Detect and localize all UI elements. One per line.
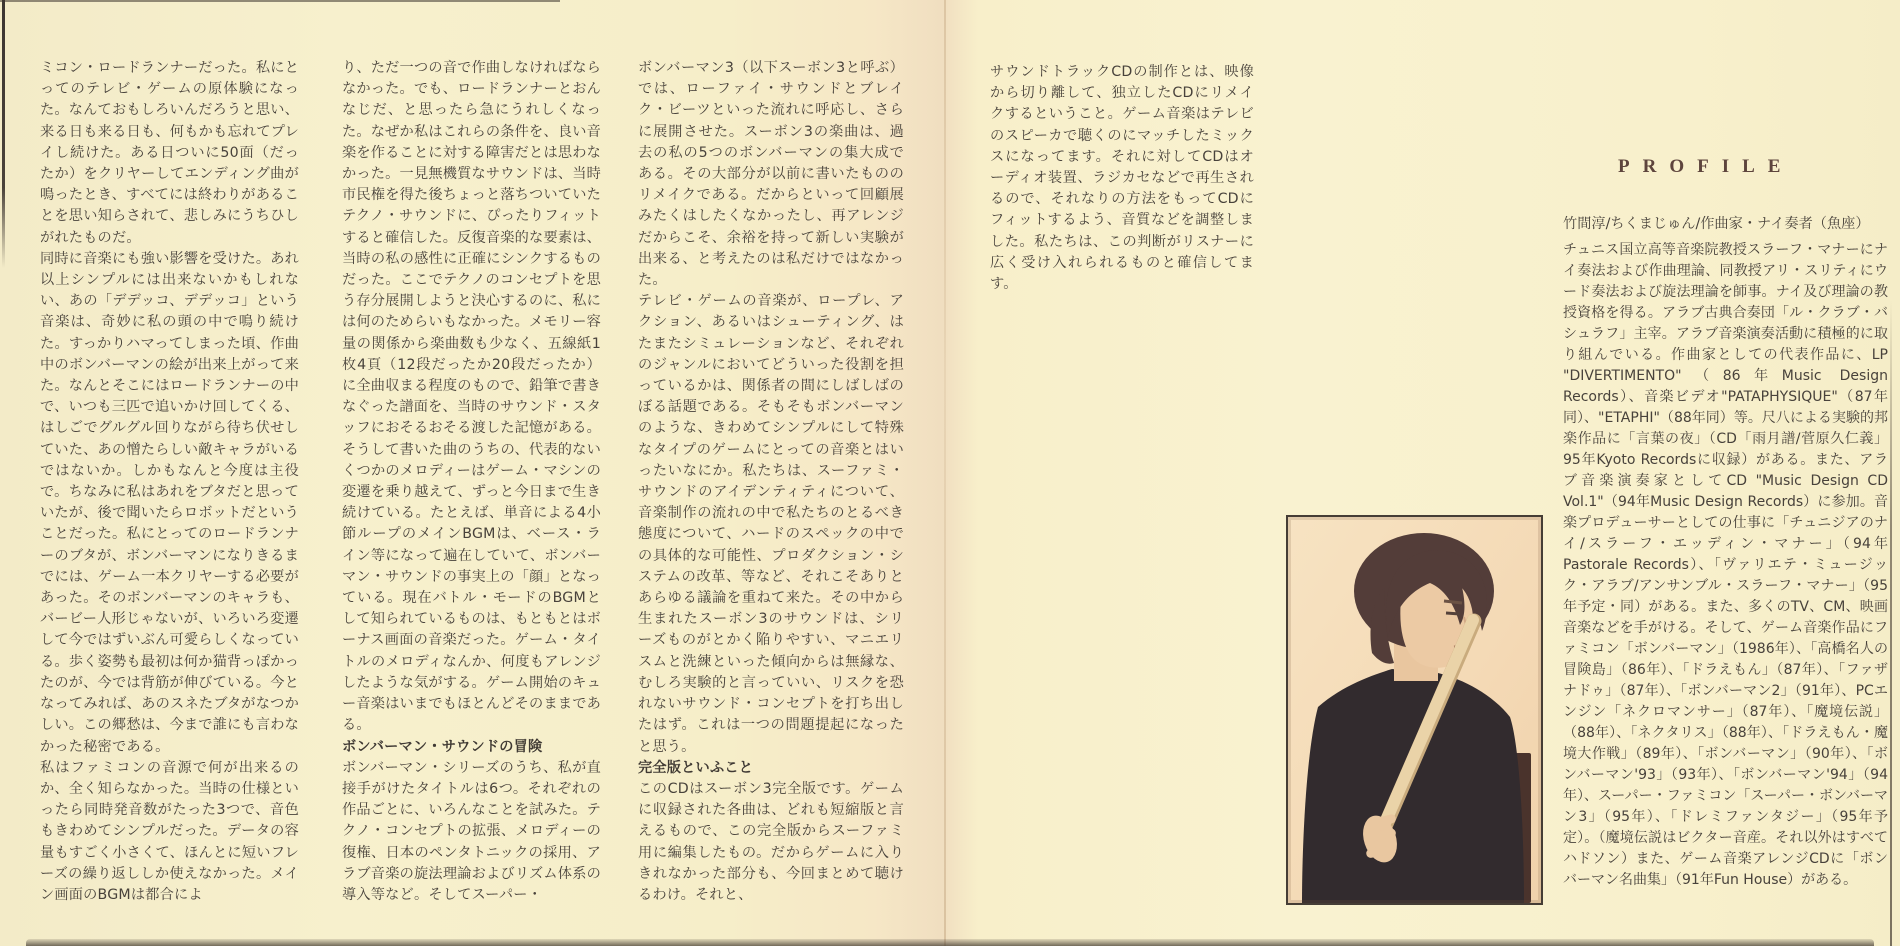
scan-top-edge xyxy=(0,0,560,2)
section-heading: ボンバーマン・サウンドの冒険 xyxy=(342,738,543,755)
text-column-1 xyxy=(40,58,299,906)
paragraph: ボンバーマン3（以下スーボン3と呼ぶ）では、ローファイ・サウンドとブレイク・ビーツといった流れに呼応し、さらに展開させた。スーボン3の楽曲は、過去の私の5つのボンバーマンの集大成である。その大部分が以前に書いたもののリメイクである。だからといって回顧展みたくはしたくなかったし、再アレンジだからこそ、余裕を持って新しい実験が出来る、と考えたのは私だけではなかった。 xyxy=(638,60,904,289)
booklet-fold-crease xyxy=(944,0,946,946)
eyebrow xyxy=(1444,601,1462,603)
paragraph: そうして書いた曲のうちの、代表的ないくつかのメロディーはゲーム・マシンの変遷を乗り越えて、ずっと今日まで生き続けている。たとえば、単音による4小節ループのメインBGMは、ベース・ライン等になって遍在していて、ボンバーマン・サウンドの事実上の「顔」となっている。現在バトル・モードのBGMとして知られているものは、もともとはボーナス画面の音楽だった。ゲーム・タイトルのメロディなんか、何度もアレンジしたような気がする。ゲーム開始のキュー音楽はいまでもほとんどそのままである。 xyxy=(342,441,601,734)
body-turtleneck xyxy=(1302,669,1524,903)
paragraph: 私はファミコンの音源で何が出来るのか、全く知らなかった。当時の仕様といったら同時発音数がたった3つで、音色もきわめてシンプルだった。データの容量もすごく小さくて、ほんとに短いフレーズの繰り返ししか使えなかった。メイン画面のBGMは都合によ xyxy=(40,759,299,903)
eye xyxy=(1446,613,1460,614)
profile-body-text: チュニス国立高等音楽院教授スラーフ・マナーにナイ奏法および作曲理論、同教授アリ・スリティにウード奏法および旋法理論を師事。ナイ及び理論の教授資格を得る。アラブ古典合奏団「ル・クラブ・バシュラフ」主宰。アラブ音楽演奏活動に積極的に取り組んでいる。作曲家としての代表作品に、LP "DIVERTIMENTO"（86年Music Design Records）、音楽ビデオ"PATAPHYSIQUE"（87年同）、"ETAPHI"（88年同）等。尺八による実験的邦楽作品に「言葉の夜」（CD「雨月譜/菅原久仁義」95年Kyoto Recordsに収録）がある。また、アラブ音楽演奏家としてCD "Music Design CD Vol.1"（94年Music Design Records）に参加。音楽プロデューサーとしての仕事に「チュニジアのナイ/スラーフ・エッディン・マナー」（94年Pastorale Records）、「ヴァリエテ・ミュージック・アラブ/アンサンブル・スラーフ・マナー」（95年予定・同）がある。また、多くのTV、CM、映画音楽などを手がける。そして、ゲーム音楽作品にファミコン「ボンバーマン」（1986年）、「高橋名人の冒険島」（86年）、「ドラえもん」（87年）、「ファザナドゥ」（87年）、「ボンバーマン2」（91年）、PCエンジン「ネクロマンサー」（87年）、「魔境伝説」（88年）、「ネクタリス」（88年）、「ドラえもん・魔境大作戦」（89年）、「ボンバーマン」（90年）、「ボンバーマン'93」（93年）、「ボンバーマン'94」（94年）、スーパー・ファミコン「スーパー・ボンバーマン3」（95年）、「ドレミファンタジー」（95年予定）。（魔境伝説はビクター音産。それ以外はすべてハドソン）また、ゲーム音楽アレンジCDに「ボンバーマン名曲集」（91年Fun House）がある。 xyxy=(1563,242,1888,888)
text-column-3 xyxy=(638,58,904,906)
portrait-photo-art xyxy=(1288,517,1541,903)
section-heading: 完全版といふこと xyxy=(638,759,754,776)
profile-heading: PROFILE xyxy=(1618,156,1794,177)
profile-name-line: 竹間淳/ちくまじゅん/作曲家・ナイ奏者（魚座） xyxy=(1563,216,1870,232)
text-column-2 xyxy=(342,58,601,906)
paragraph: テレビ・ゲームの音楽が、ロープレ、アクション、あるいはシューティング、はたまたシミュレーションなど、それぞれのジャンルにおいてどういった役割を担っているかは、関係者の間にしばしばのぼる話題である。そもそもボンバーマンのような、きわめてシンプルにして特殊なタイプのゲームにとっての音楽とはいったいなにか。私たちは、スーファミ・サウンドのアイデンティティについて、音楽制作の流れの中で私たちのとるべき態度について、ハードのスペックの中での具体的な可能性、プロダクション・システムの改革、等など、それこそありとあらゆる議論を重ねて来た。その中から生まれたスーボン3のサウンドは、シリーズものがとかく陥りやすい、マニエリスムと洗練といった傾向からは無縁な、むしろ実験的と言っていい、リスクを恐れないサウンド・コンセプトを打ち出したはず。これは一つの問題提起になったと思う。 xyxy=(638,293,904,755)
scan-right-edge xyxy=(1890,300,1892,946)
paragraph: このCDはスーボン3完全版です。ゲームに収録された各曲は、どれも短縮版と言えるもので、この完全版からスーファミ用に編集したもの。だからゲームに入りきれなかった部分も、今回まとめて聴けるわけ。それと、 xyxy=(638,780,904,903)
paragraph: 同時に音楽にも強い影響を受けた。あれ以上シンプルには出来ないかもしれない、あの「デデッコ、デデッコ」という音楽は、奇妙に私の頭の中で鳴り続けた。すっかりハマってしまった頃、作曲中のボンバーマンの絵が出来上がって来た。なんとそこにはロードランナーの中で、いつも三匹で追いかけ回してくる、はしごでグルグル回りながら待ち伏せしていた、あの憎たらしい敵キャラがいるではないか。しかもなんと今度は主役で。ちなみに私はあれをブタだと思っていたが、後で聞いたらロボットだということだった。私にとってのロードランナーのブタが、ボンバーマンになりきるまでには、ゲーム一本クリヤーする必要があった。そのボンバーマンのキャラも、バービー人形じゃないが、いろいろ変遷して今ではずいぶん可愛らしくなっている。歩く姿勢も最初は何か猫背っぽかったのが、今では背筋が伸びている。今となってみれば、あのスネたブタがなつかしい。この郷愁は、今まで誰にも言わなかった秘密である。 xyxy=(40,250,299,755)
paragraph: サウンドトラックCDの制作とは、映像から切り離して、独立したCDにリメイクするということ。ゲーム音楽はテレビのスピーカで聴くのにマッチしたミックスになってます。それに対してCDはオーディオ装置、ラジカセなどで再生されるので、それなりの方法をもってCDにフィットするよう、音質などを調整しました。私たちは、この判断がリスナーに広く受け入れられるものと確信してます。 xyxy=(990,64,1254,293)
portrait-photo xyxy=(1286,515,1543,905)
paragraph: ボンバーマン・シリーズのうち、私が直接手がけたタイトルは6つ。それぞれの作品ごとに、いろんなことを試みた。テクノ・コンセプトの拡張、メロディーの復権、日本のペンタトニックの採用、アラブ音楽の旋法理論およびリズム体系の導入等など。そしてスーパー・ xyxy=(342,759,601,903)
paragraph: ミコン・ロードランナーだった。私にとってのテレビ・ゲームの原体験になった。なんておもしろいんだろうと思い、来る日も来る日も、何もかも忘れてプレイし続けた。ある日ついに50面（だったか）をクリヤーしてエンディング曲が鳴ったとき、すべてには終わりがあることを思い知らされて、悲しみにうちひしがれたものだ。 xyxy=(40,60,299,246)
text-column-4 xyxy=(990,62,1254,295)
scan-bottom-edge xyxy=(26,939,1874,946)
scan-left-edge xyxy=(2,0,5,268)
paragraph: り、ただ一つの音で作曲しなければならなかった。でも、ロードランナーとおんなじだ、と思ったら急にうれしくなった。なぜか私はこれらの条件を、良い音楽を作ることに対する障害だとは思わなかった。一見無機質なサウンドは、当時市民権を得た後ちょっと落ちついていたテクノ・サウンドに、ぴったりフィットすると確信した。反復音楽的な要素は、当時の私の感性に正確にシンクするものだった。ここでテクノのコンセプトを思う存分展開しようと決心するのに、私には何のためらいもなかった。メモリー容量の関係から楽曲数も少なく、五線紙1枚4頁（12段だったか20段だったか）に全曲収まる程度のもので、鉛筆で書きなぐった譜面を、当時のサウンド・スタッフにおそるおそる渡した記憶がある。 xyxy=(342,60,601,437)
